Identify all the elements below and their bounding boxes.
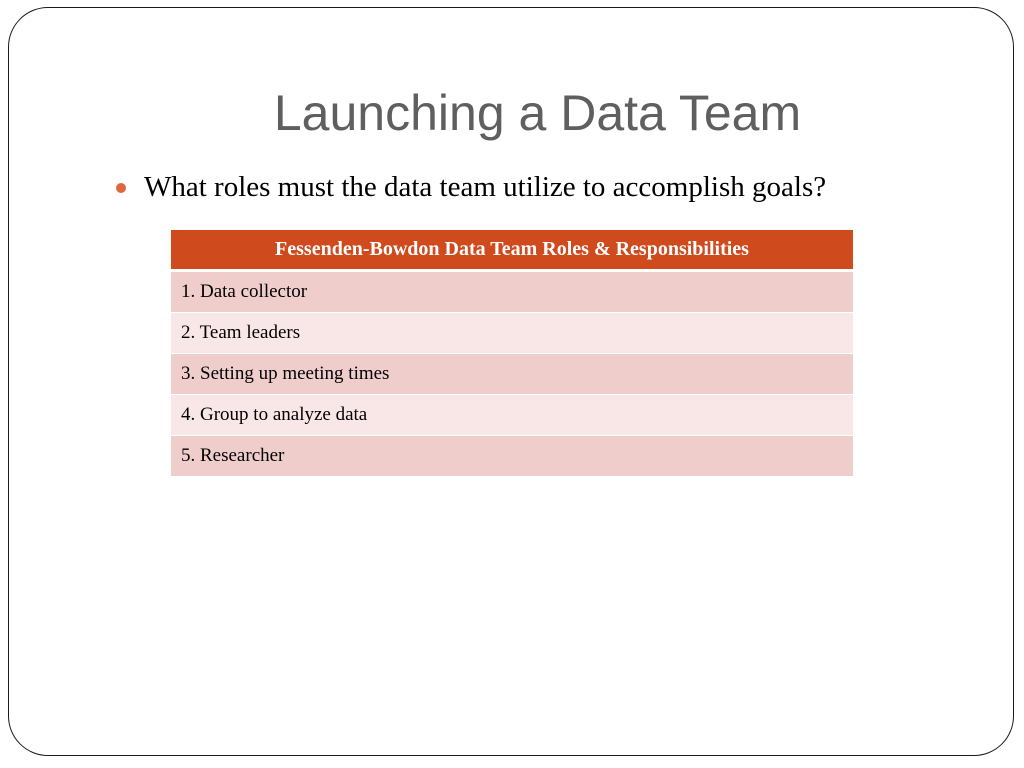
table-row (171, 271, 853, 313)
table-row (171, 354, 853, 395)
table-cell-role-4: 4. Group to analyze data (171, 395, 853, 436)
table-row (171, 395, 853, 436)
bullet-point (116, 171, 936, 204)
table-row (171, 313, 853, 354)
table-cell-role-3: 3. Setting up meeting times (171, 354, 853, 395)
bullet-dot-icon (116, 183, 126, 193)
table-cell-role-2: 2. Team leaders (171, 313, 853, 354)
table-cell-role-5: 5. Researcher (171, 436, 853, 477)
slide-title: Launching a Data Team (273, 85, 802, 141)
bullet-text: What roles must the data team utilize to accomplish goals? (144, 171, 827, 203)
roles-table (171, 230, 853, 476)
table-header: Fessenden-Bowdon Data Team Roles & Responsibilities (171, 230, 853, 271)
table-cell-role-1: 1. Data collector (171, 271, 853, 313)
table-header-row (171, 230, 853, 271)
table-row (171, 436, 853, 477)
